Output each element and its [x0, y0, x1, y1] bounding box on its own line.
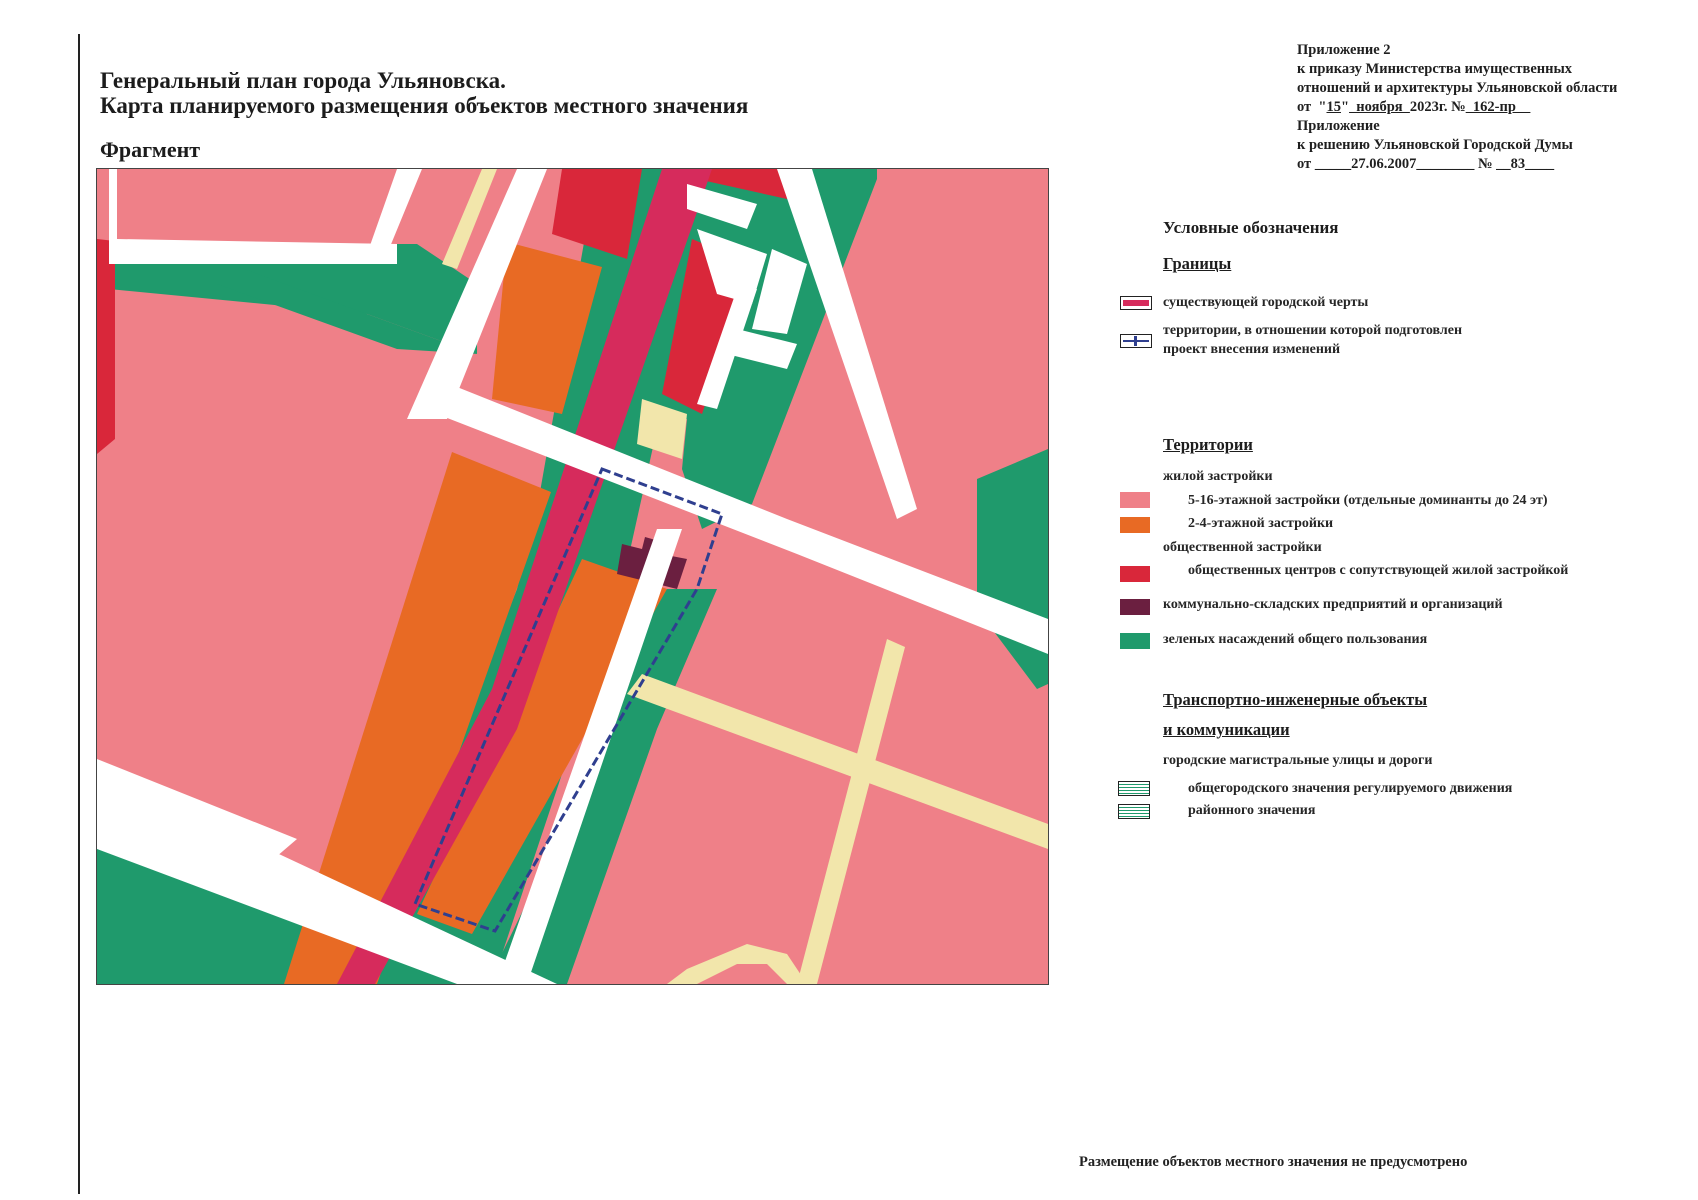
legend-residential: жилой застройки: [1163, 469, 1273, 484]
appendix-line-1: Приложение 2: [1297, 42, 1391, 58]
residential-2-4-swatch: [1120, 517, 1150, 533]
fragment-label: Фрагмент: [100, 137, 201, 162]
legend-public-centers: общественных центров с сопутствующей жилой застройкой: [1188, 563, 1569, 578]
map-fragment: [96, 168, 1049, 985]
legend-communal: коммунально-складских предприятий и организаций: [1163, 597, 1503, 612]
legend-transport-title-2: и коммуникации: [1163, 720, 1290, 739]
appendix-line-2: к приказу Министерства имущественных: [1297, 61, 1573, 77]
appendix-block: [1297, 41, 1617, 174]
legend-res-5-16: 5-16-этажной застройки (отдельные доминанты до 24 эт): [1188, 493, 1548, 508]
map-canvas: [97, 169, 1048, 984]
legend-green: зеленых насаждений общего пользования: [1163, 632, 1428, 647]
left-margin-line: [78, 34, 80, 1194]
communal-swatch: [1120, 599, 1150, 615]
appendix-line-5: Приложение: [1297, 118, 1380, 134]
legend-city-line: существующей городской черты: [1163, 295, 1369, 310]
appendix-line-4: [1297, 98, 1617, 117]
citywide-road-swatch: [1118, 781, 1150, 796]
order-day: 15: [1326, 99, 1341, 115]
decision-date: _____27.06.2007________: [1314, 156, 1475, 172]
legend-res-2-4: 2-4-этажной застройки: [1188, 516, 1334, 531]
legend-public: общественной застройки: [1163, 540, 1322, 555]
appendix-line-7: [1297, 155, 1617, 174]
legend-project-line-2: проект внесения изменений: [1163, 342, 1341, 357]
decision-number: __83____: [1496, 156, 1555, 172]
legend-project-line-1: территории, в отношении которой подготовлен: [1163, 323, 1463, 338]
legend-roads: городские магистральные улицы и дороги: [1163, 753, 1433, 768]
residential-5-16-swatch: [1120, 492, 1150, 508]
page-title: [100, 68, 748, 118]
public-centers-swatch: [1120, 566, 1150, 582]
district-road-swatch: [1118, 804, 1150, 819]
city-boundary-swatch: [1120, 296, 1152, 310]
order-from: от ": [1297, 99, 1327, 115]
decision-no: №: [1477, 156, 1493, 172]
project-boundary-swatch: [1120, 334, 1152, 348]
appendix-line-3: отношений и архитектуры Ульяновской области: [1297, 80, 1618, 96]
appendix-line-6: к решению Ульяновской Городской Думы: [1297, 137, 1573, 153]
order-year: 2023г. №: [1409, 99, 1466, 115]
order-quote: ": [1340, 99, 1350, 115]
legend-boundaries-title: Границы: [1163, 254, 1232, 273]
title-line-2: Карта планируемого размещения объектов местного значения: [100, 93, 749, 118]
legend-transport-title-1: Транспортно-инженерные объекты: [1163, 690, 1428, 709]
legend-district: районного значения: [1188, 803, 1316, 818]
public-center-west-edge: [97, 239, 115, 454]
legend-territories-title: Территории: [1163, 435, 1253, 454]
green-swatch: [1120, 633, 1150, 649]
order-month: ноября: [1349, 99, 1410, 115]
legend-heading: Условные обозначения: [1163, 218, 1339, 237]
legend-citywide: общегородского значения регулируемого движения: [1188, 781, 1513, 796]
order-number: 162-пр: [1465, 99, 1531, 115]
decision-from: от: [1297, 156, 1312, 172]
title-line-1: Генеральный план города Ульяновска.: [100, 68, 506, 93]
footer-note: Размещение объектов местного значения не предусмотрено: [1079, 1154, 1468, 1170]
